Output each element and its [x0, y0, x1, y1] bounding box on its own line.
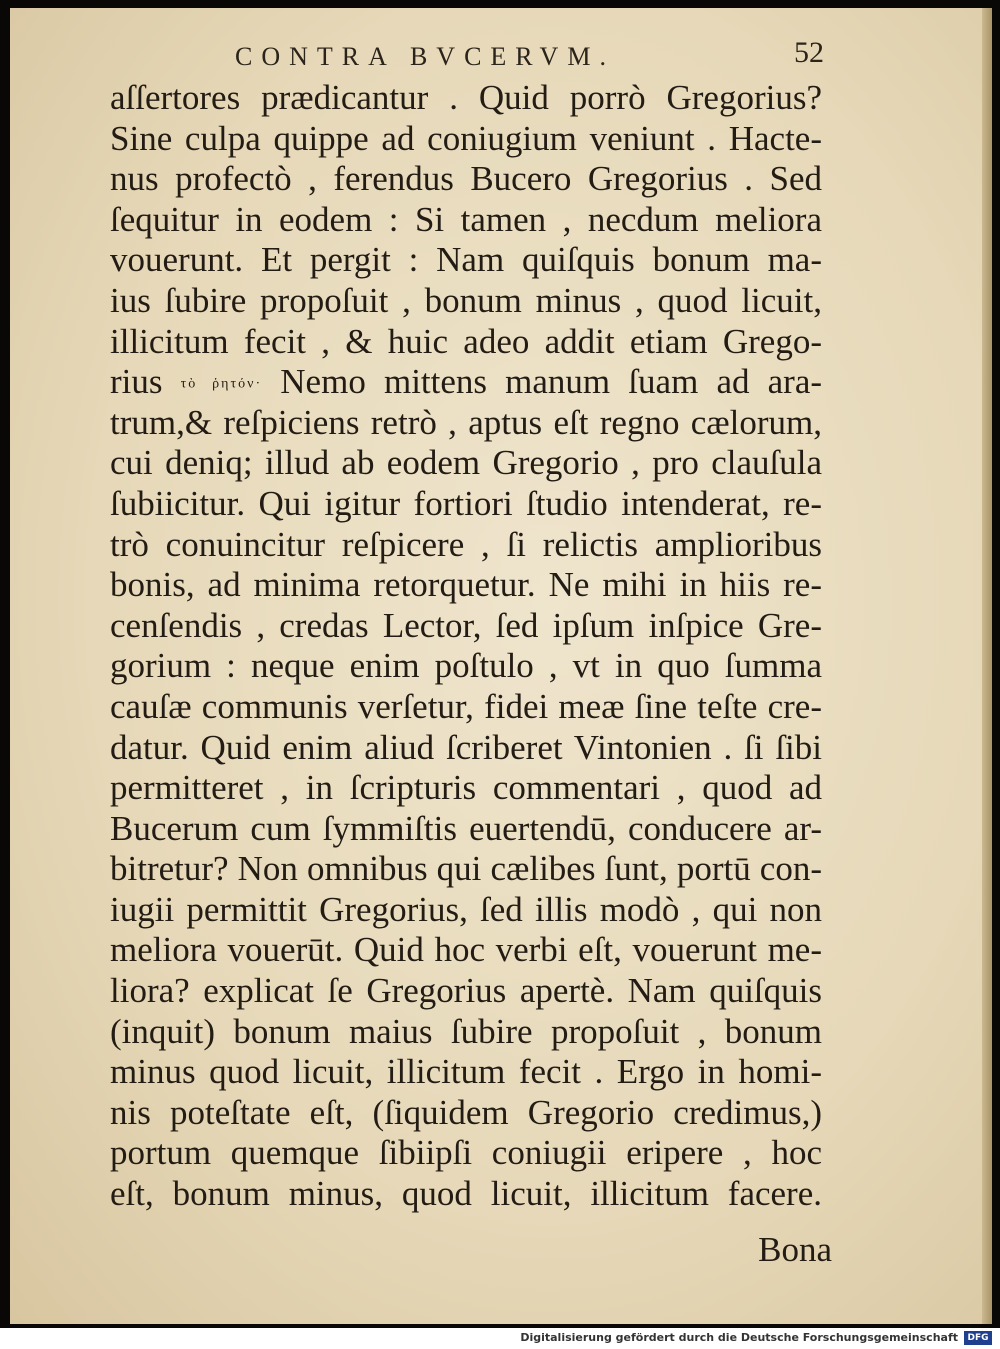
- funding-credit: Digitalisierung gefördert durch die Deutsche Forschungsgemeinschaft: [520, 1331, 958, 1344]
- page-edge: [982, 8, 992, 1324]
- text-line-with-greek: [110, 362, 822, 403]
- text-line: (inquit) bonum maius ſubire propoſuit , bonum: [110, 1011, 822, 1051]
- text-line: minus quod licuit, illicitum fecit . Ergo in homi-: [110, 1052, 822, 1092]
- text-line: nus profectò , ferendus Bucero Gregorius . Sed: [110, 159, 822, 199]
- footer-bar: [0, 1328, 1000, 1349]
- dfg-logo: DFG: [964, 1331, 992, 1345]
- text-line: cauſæ communis verſetur, fidei meæ ſine teſte cre-: [110, 686, 822, 726]
- text-line: ius ſubire propoſuit , bonum minus , quod licuit,: [110, 280, 822, 320]
- line-end: Nemo mittens manum ſuam ad ara-: [280, 362, 823, 402]
- text-line: cui deniq; illud ab eodem Gregorio , pro clauſula: [110, 443, 822, 483]
- text-line: trò conuincitur reſpicere , ſi relictis amplioribus: [110, 524, 822, 564]
- catchword: Bona: [758, 1230, 832, 1269]
- greek-phrase: τὸ ῥητόν·: [180, 376, 263, 392]
- running-head: CONTRA BVCERVM.: [235, 42, 615, 71]
- text-line: Bucerum cum ſymmiſtis euertendū, conducere ar-: [110, 808, 822, 848]
- page-header: [10, 36, 992, 76]
- text-line: permitteret , in ſcripturis commentari , quod ad: [110, 768, 822, 808]
- line-start: rius: [110, 362, 163, 402]
- text-line: cenſendis , credas Lector, ſed ipſum inſpice Gre-: [110, 605, 822, 645]
- text-line: nis poteſtate eſt, (ſiquidem Gregorio credimus,): [110, 1092, 822, 1132]
- text-line: aſſertores prædicantur . Quid porrò Gregorius?: [110, 78, 822, 117]
- text-line: meliora vouerūt. Quid hoc verbi eſt, vouerunt me-: [110, 930, 822, 970]
- text-line: gorium : neque enim poſtulo , vt in quo ſumma: [110, 646, 822, 686]
- text-line: vouerunt. Et pergit : Nam quiſquis bonum ma-: [110, 240, 822, 280]
- text-line: liora? explicat ſe Gregorius apertè. Nam quiſquis: [110, 971, 822, 1011]
- text-line: illicitum fecit , & huic adeo addit etiam Grego-: [110, 321, 822, 361]
- book-page: [10, 8, 992, 1324]
- text-line: trum,& reſpiciens retrò , aptus eſt regno cælorum,: [110, 402, 822, 442]
- body-text: [110, 78, 822, 1215]
- text-line: iugii permittit Gregorius, ſed illis modò , qui non: [110, 889, 822, 929]
- text-line: bitretur? Non omnibus qui cælibes ſunt, portū con-: [110, 849, 822, 889]
- text-line: portum quemque ſibiipſi coniugii eripere , hoc: [110, 1133, 822, 1173]
- text-line: datur. Quid enim aliud ſcriberet Vintonien . ſi ſibi: [110, 727, 822, 767]
- text-line: Sine culpa quippe ad coniugium veniunt . Hacte-: [110, 118, 822, 158]
- text-line: ſubiicitur. Qui igitur fortiori ſtudio intenderat, re-: [110, 483, 822, 523]
- text-line: bonis, ad minima retorquetur. Ne mihi in hiis re-: [110, 565, 822, 605]
- text-line: ſequitur in eodem : Si tamen , necdum meliora: [110, 199, 822, 239]
- text-line: eſt, bonum minus, quod licuit, illicitum facere.: [110, 1174, 822, 1214]
- page-number: 52: [794, 36, 824, 69]
